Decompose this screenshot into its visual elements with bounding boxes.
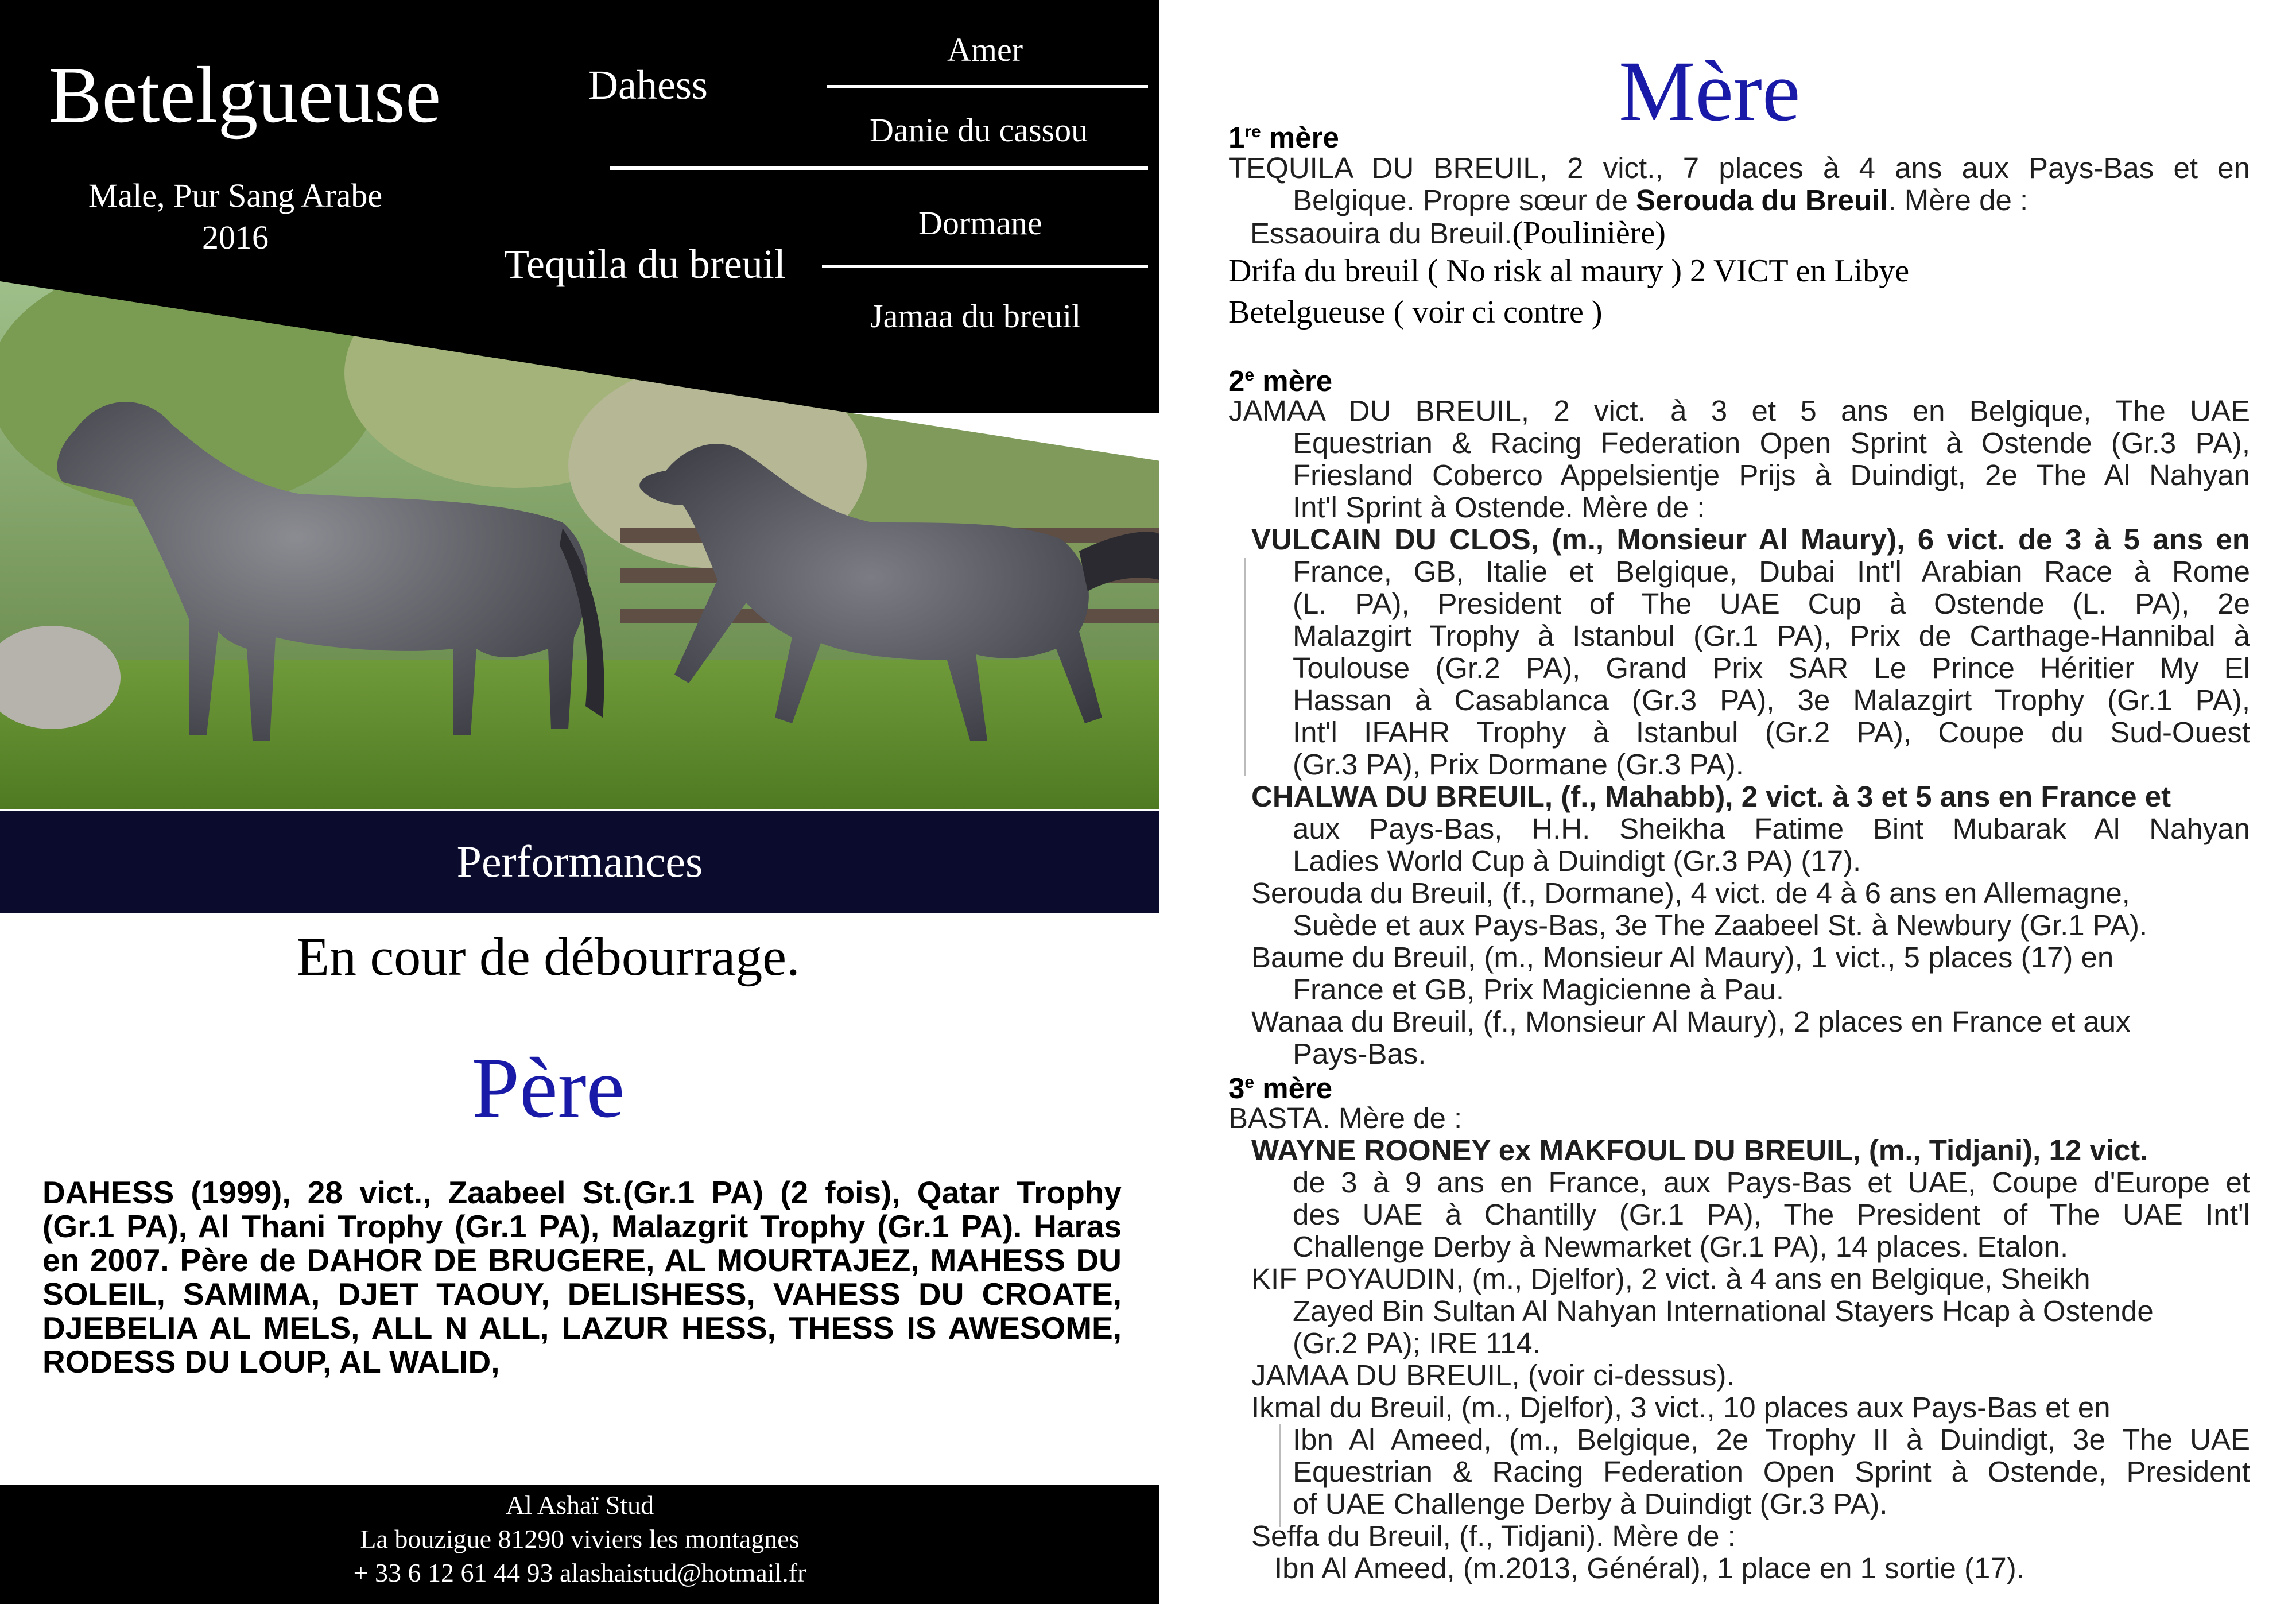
second-dam-heading-sup: e bbox=[1244, 366, 1255, 385]
vulcain-bar bbox=[1244, 558, 1246, 776]
vulcain-line-1: VULCAIN DU CLOS, (m., Monsieur Al Maury), 6 vict. de 3 à 5 ans en bbox=[1251, 523, 2250, 556]
second-dam-line-3: Friesland Coberco Appelsientje Prijs à Duindigt, 2e The Al Nahyan bbox=[1293, 459, 2250, 491]
first-dam-heading-num: 1 bbox=[1228, 121, 1245, 154]
jamaa-line: JAMAA DU BREUIL, (voir ci-dessus). bbox=[1251, 1359, 1735, 1392]
first-dam-line-2 bbox=[1293, 184, 2250, 216]
ikmal-line-4: of UAE Challenge Derby à Duindigt (Gr.3 PA). bbox=[1293, 1487, 1888, 1520]
pedigree-sire-sire: Amer bbox=[947, 31, 1023, 68]
horse-name: Betelgueuse bbox=[48, 51, 441, 140]
wayne-line-4: Challenge Derby à Newmarket (Gr.1 PA), 14 places. Etalon. bbox=[1293, 1230, 2069, 1263]
pedigree-dam-sire: Dormane bbox=[918, 204, 1042, 242]
kif-line-1: KIF POYAUDIN, (m., Djelfor), 2 vict. à 4 ans en Belgique, Sheikh bbox=[1251, 1262, 2091, 1295]
wayne-line-2: de 3 à 9 ans en France, aux Pays-Bas et UAE, Coupe d'Europe et bbox=[1293, 1166, 2250, 1199]
horse-breed: Male, Pur Sang Arabe bbox=[88, 177, 383, 214]
second-dam-line-4: Int'l Sprint à Ostende. Mère de : bbox=[1293, 491, 1705, 524]
vulcain-line-5: Toulouse (Gr.2 PA), Grand Prix SAR Le Prince Héritier My El bbox=[1293, 652, 2250, 684]
ikmal-line-2: Ibn Al Ameed, (m., Belgique, 2e Trophy II à Duindigt, 3e The UAE bbox=[1293, 1423, 2250, 1456]
mere-heading: Mère bbox=[1619, 44, 1801, 139]
third-dam-intro: BASTA. Mère de : bbox=[1228, 1102, 1463, 1134]
ikmal-line-3: Equestrian & Racing Federation Open Sprint à Ostende, President bbox=[1293, 1455, 2250, 1488]
first-dam-entry-1b: (Poulinière) bbox=[1512, 215, 1666, 251]
pedigree-line-sire bbox=[827, 85, 1148, 88]
first-dam-heading bbox=[1228, 121, 1339, 154]
third-dam-heading-text: mère bbox=[1254, 1072, 1333, 1105]
third-dam-heading bbox=[1228, 1071, 1332, 1105]
vulcain-line-6: Hassan à Casablanca (Gr.3 PA), 3e Malazgirt Trophy (Gr.1 PA), bbox=[1293, 684, 2250, 716]
performances-band bbox=[0, 811, 1159, 913]
stud-name: Al Ashaï Stud bbox=[505, 1490, 654, 1520]
chalwa-line-3: Ladies World Cup à Duindigt (Gr.3 PA) (17). bbox=[1293, 844, 1861, 877]
pedigree-sire-dam: Danie du cassou bbox=[870, 111, 1088, 149]
first-dam-line-1: TEQUILA DU BREUIL, 2 vict., 7 places à 4 ans aux Pays-Bas et en bbox=[1228, 152, 2250, 184]
third-dam-heading-sup: e bbox=[1244, 1073, 1255, 1092]
first-dam-entry-1a: Essaouira du Breuil. bbox=[1250, 217, 1512, 250]
seffa-line: Seffa du Breuil, (f., Tidjani). Mère de : bbox=[1251, 1520, 1736, 1552]
first-dam-entry-3: Betelgueuse ( voir ci contre ) bbox=[1228, 295, 1603, 330]
chalwa-line-2: aux Pays-Bas, H.H. Sheikha Fatime Bint Mubarak Al Nahyan bbox=[1293, 812, 2250, 845]
first-dam-heading-sup: re bbox=[1244, 122, 1261, 141]
first-dam-line-2c: . Mère de : bbox=[1888, 184, 2029, 216]
pedigree-dam-dam: Jamaa du breuil bbox=[870, 297, 1081, 335]
third-dam-heading-num: 3 bbox=[1228, 1072, 1245, 1105]
stud-contact: + 33 6 12 61 44 93 alashaistud@hotmail.fr bbox=[353, 1558, 806, 1587]
first-dam-line-2b: Serouda du Breuil bbox=[1636, 184, 1888, 216]
sire-record: DAHESS (1999), 28 vict., Zaabeel St.(Gr.1 PA) (2 fois), Qatar Trophy (Gr.1 PA), Al Thani Trophy (Gr.1 PA), Malazgrit Trophy (Gr.1 PA). Haras en 2007. Père de DAHOR DE BRUGERE, AL MOURTAJEZ, MAHESS DU SOLEIL, SAMIMA, DJET TAOUY, DELISHESS, VAHESS DU CROATE, DJEBELIA AL MELS, ALL N ALL, LAZUR HESS, THESS IS AWESOME, RODESS DU LOUP, AL WALID, bbox=[42, 1175, 1122, 1380]
ikmal-line-1: Ikmal du Breuil, (m., Djelfor), 3 vict., 10 places aux Pays-Bas et en bbox=[1251, 1391, 2111, 1424]
vulcain-line-8: (Gr.3 PA), Prix Dormane (Gr.3 PA). bbox=[1293, 748, 1744, 781]
pere-heading: Père bbox=[471, 1040, 625, 1136]
first-dam-line-2a: Belgique. Propre sœur de bbox=[1293, 184, 1636, 216]
kif-line-2: Zayed Bin Sultan Al Nahyan International Stayers Hcap à Ostende bbox=[1293, 1295, 2154, 1327]
performances-text: En cour de débourrage. bbox=[296, 927, 800, 987]
right-page bbox=[1159, 0, 2296, 1604]
kif-line-3: (Gr.2 PA); IRE 114. bbox=[1293, 1327, 1541, 1359]
wanaa-line-1: Wanaa du Breuil, (f., Monsieur Al Maury), 2 places en France et aux bbox=[1251, 1005, 2131, 1038]
wayne-line-3: des UAE à Chantilly (Gr.1 PA), The President of The UAE Int'l bbox=[1293, 1198, 2250, 1231]
vulcain-line-2: France, GB, Italie et Belgique, Dubai Int'l Arabian Race à Rome bbox=[1293, 555, 2250, 588]
second-dam-line-1: JAMAA DU BREUIL, 2 vict. à 3 et 5 ans en Belgique, The UAE bbox=[1228, 394, 2250, 427]
second-dam-line-2: Equestrian & Racing Federation Open Sprint à Ostende (Gr.3 PA), bbox=[1293, 427, 2250, 459]
pedigree-sire: Dahess bbox=[588, 62, 708, 108]
pedigree-line-dam bbox=[822, 265, 1148, 268]
serouda-line-1: Serouda du Breuil, (f., Dormane), 4 vict. de 4 à 6 ans en Allemagne, bbox=[1251, 877, 2130, 909]
baume-line-2: France et GB, Prix Magicienne à Pau. bbox=[1293, 973, 1785, 1006]
serouda-line-2: Suède et aux Pays-Bas, 3e The Zaabeel St. à Newbury (Gr.1 PA). bbox=[1293, 909, 2148, 942]
vulcain-line-7: Int'l IFAHR Trophy à Istanbul (Gr.2 PA), Coupe du Sud-Ouest bbox=[1293, 716, 2250, 749]
pedigree-dam: Tequila du breuil bbox=[504, 241, 786, 287]
first-dam-entry-2: Drifa du breuil ( No risk al maury ) 2 VICT en Libye bbox=[1228, 253, 1910, 289]
first-dam-entry-1 bbox=[1250, 217, 1666, 250]
footer bbox=[0, 1485, 1159, 1604]
wayne-line-1: WAYNE ROONEY ex MAKFOUL DU BREUIL, (m., Tidjani), 12 vict. bbox=[1251, 1134, 2148, 1167]
wanaa-line-2: Pays-Bas. bbox=[1293, 1037, 1426, 1070]
second-dam-heading bbox=[1228, 364, 1332, 398]
vulcain-line-4: Malazgirt Trophy à Istanbul (Gr.1 PA), Prix de Carthage-Hannibal à bbox=[1293, 619, 2250, 652]
stud-address: La bouzigue 81290 viviers les montagnes bbox=[360, 1524, 800, 1553]
first-dam-heading-text: mère bbox=[1261, 121, 1339, 154]
horse-year: 2016 bbox=[202, 218, 269, 256]
second-dam-heading-num: 2 bbox=[1228, 365, 1245, 397]
second-dam-heading-text: mère bbox=[1254, 365, 1333, 397]
ibn-line: Ibn Al Ameed, (m.2013, Général), 1 place en 1 sortie (17). bbox=[1274, 1552, 2024, 1584]
baume-line-1: Baume du Breuil, (m., Monsieur Al Maury), 1 vict., 5 places (17) en bbox=[1251, 941, 2114, 974]
pedigree-line-middle bbox=[610, 166, 1148, 170]
chalwa-line-1: CHALWA DU BREUIL, (f., Mahabb), 2 vict. à 3 et 5 ans en France et bbox=[1251, 780, 2171, 813]
vulcain-line-3: (L. PA), President of The UAE Cup à Ostende (L. PA), 2e bbox=[1293, 587, 2250, 620]
performances-label: Performances bbox=[456, 836, 703, 886]
horse-description bbox=[57, 175, 413, 258]
ikmal-bar bbox=[1279, 1424, 1281, 1527]
